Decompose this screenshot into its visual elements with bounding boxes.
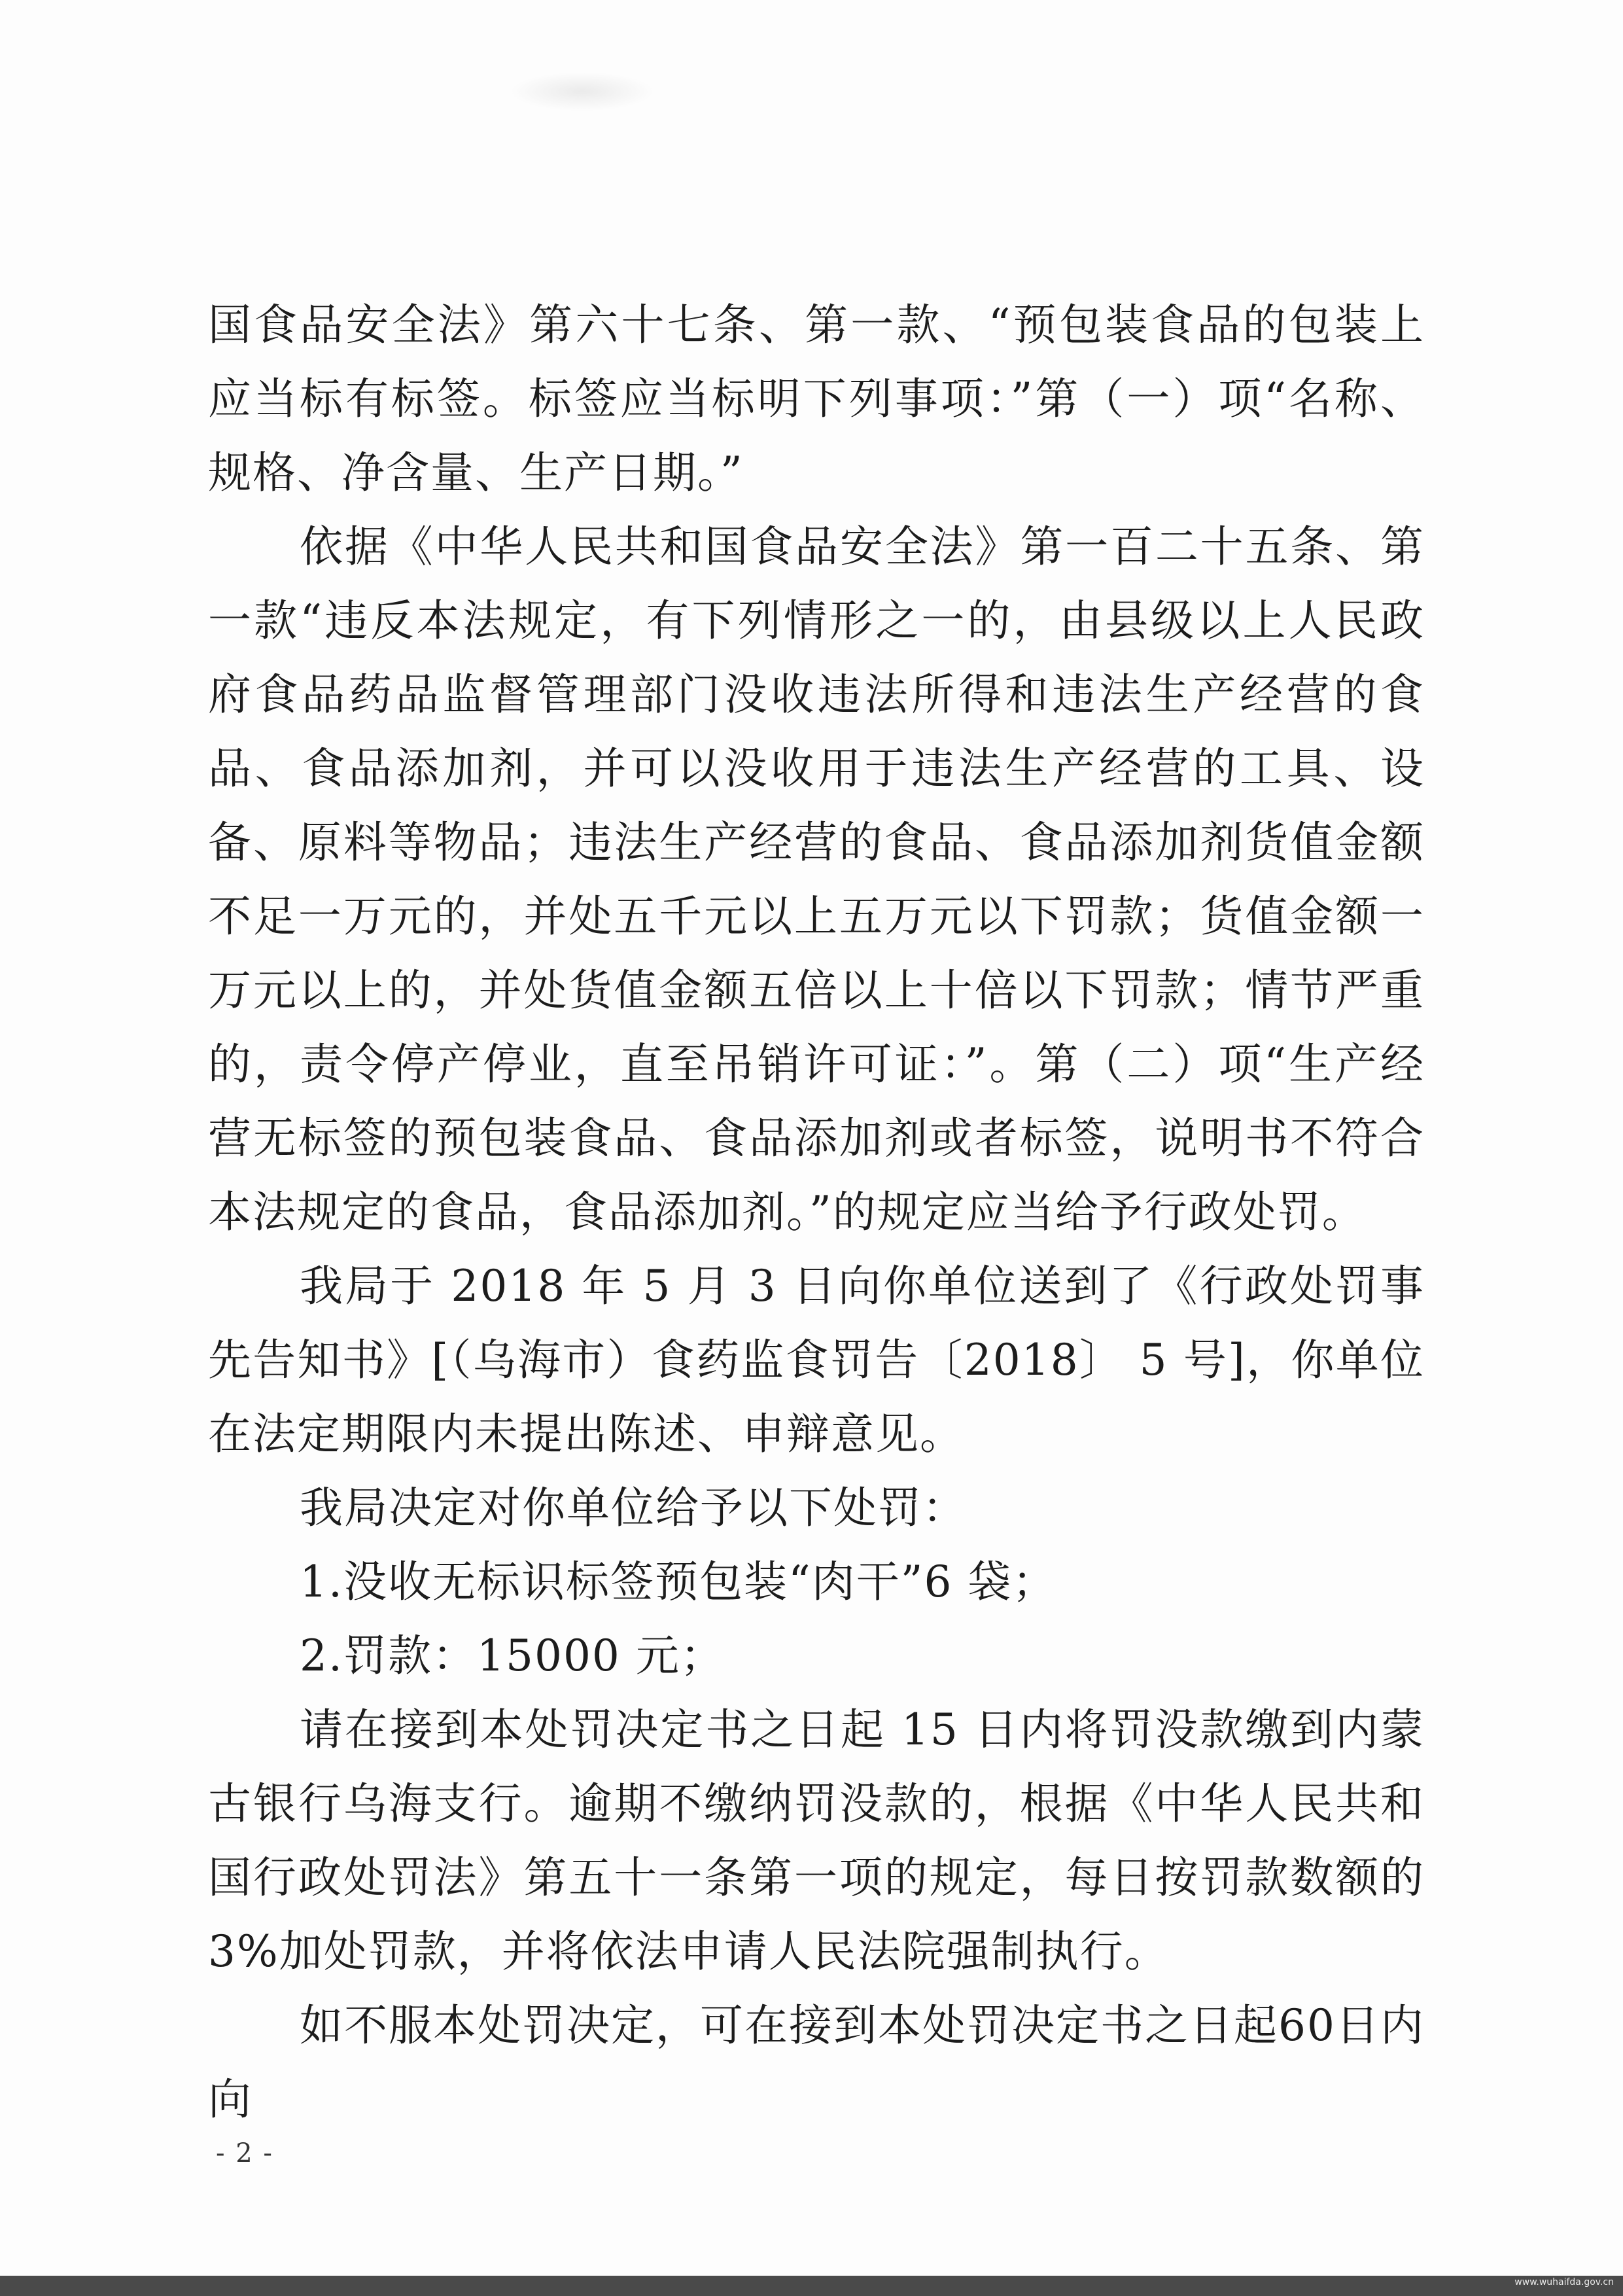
- paragraph-continuation: 国食品安全法》第六十七条、第一款、“预包装食品的包装上应当标有标签。标签应当标明下列事项：”第（一）项“名称、规格、净含量、生产日期。”: [208, 300, 1425, 498]
- paragraph-decision: 我局决定对你单位给予以下处罚：: [300, 1483, 967, 1533]
- scan-artifact: [510, 72, 654, 111]
- footer-bar: [0, 2276, 1623, 2296]
- page-number: - 2 -: [216, 2138, 273, 2168]
- paragraph-payment: 请在接到本处罚决定书之日起 15 日内将罚没款缴到内蒙古银行乌海支行。逾期不缴纳罚没款的，根据《中华人民共和国行政处罚法》第五十一条第一项的规定，每日按罚款数额的 3%加处罚款，并将依法申请人民法院强制执行。: [208, 1704, 1425, 1977]
- penalty-item-2: 2.罚款：15000 元；: [300, 1631, 725, 1681]
- penalty-item-1: 1.没收无标识标签预包装“肉干”6 袋；: [300, 1557, 1057, 1607]
- document-body: [208, 288, 1425, 2136]
- paragraph-notice: 我局于 2018 年 5 月 3 日向你单位送到了《行政处罚事先告知书》[（乌海市）食药监食罚告〔2018〕 5 号]，你单位在法定期限内未提出陈述、申辩意见。: [208, 1261, 1425, 1459]
- paragraph-appeal: 如不服本处罚决定，可在接到本处罚决定书之日起60日内向: [208, 2000, 1425, 2125]
- paragraph-legal-basis: 依据《中华人民共和国食品安全法》第一百二十五条、第一款“违反本法规定，有下列情形之一的，由县级以上人民政府食品药品监督管理部门没收违法所得和违法生产经营的食品、食品添加剂，并可以没收用于违法生产经营的工具、设备、原料等物品；违法生产经营的食品、食品添加剂货值金额不足一万元的，并处五千元以上五万元以下罚款；货值金额一万元以上的，并处货值金额五倍以上十倍以下罚款；情节严重的，责令停产停业，直至吊销许可证：”。第（二）项“生产经营无标签的预包装食品、食品添加剂或者标签，说明书不符合本法规定的食品，食品添加剂。”的规定应当给予行政处罚。: [208, 521, 1425, 1237]
- footer-url: www.wuhaifda.gov.cn: [1514, 2277, 1614, 2287]
